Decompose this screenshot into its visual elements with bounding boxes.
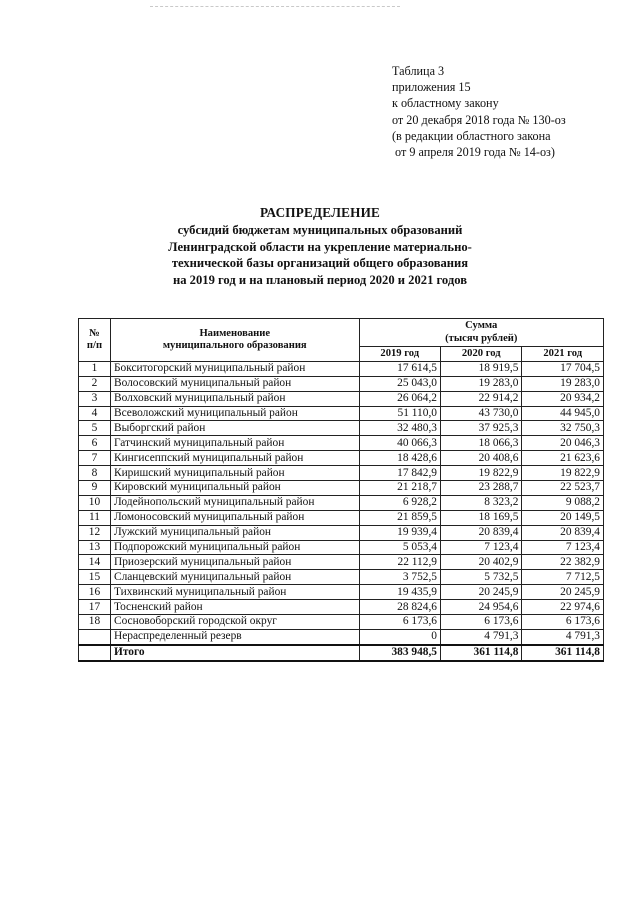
table-row — [79, 540, 604, 555]
amount-2019: 25 043,0 — [359, 376, 440, 391]
header-year-2020: 2020 год — [441, 347, 522, 362]
table-row — [79, 525, 604, 540]
document-title — [0, 205, 640, 289]
total-number-cell — [79, 645, 111, 661]
table-row — [79, 555, 604, 570]
appendix-line: (в редакции областного закона — [392, 128, 551, 143]
total-2020: 361 114,8 — [441, 645, 522, 661]
amount-2021: 20 934,2 — [522, 391, 604, 406]
amount-2019: 32 480,3 — [359, 421, 440, 436]
amount-2019: 17 614,5 — [359, 361, 440, 376]
total-label: Итого — [110, 645, 359, 661]
header-number: № п/п — [79, 319, 111, 362]
appendix-line: Таблица 3 — [392, 64, 445, 78]
total-2019: 383 948,5 — [359, 645, 440, 661]
header-year-2019: 2019 год — [359, 347, 440, 362]
amount-2021: 32 750,3 — [522, 421, 604, 436]
amount-2019: 19 939,4 — [359, 525, 440, 540]
amount-2020: 19 822,9 — [441, 466, 522, 481]
municipality-name: Бокситогорский муниципальный район — [110, 361, 359, 376]
amount-2020: 37 925,3 — [441, 421, 522, 436]
total-row — [79, 645, 604, 661]
amount-2021: 7 712,5 — [522, 570, 604, 585]
title-line: на 2019 год и на плановый период 2020 и 2021 годов — [172, 273, 468, 288]
municipality-name: Лужский муниципальный район — [110, 525, 359, 540]
row-number: 2 — [79, 376, 111, 391]
scan-artifact-line — [150, 6, 400, 7]
table-row — [79, 361, 604, 376]
title-line: технической базы организаций общего образования — [171, 256, 469, 271]
municipality-name: Выборгский район — [110, 421, 359, 436]
header-sum: Сумма (тысяч рублей) — [359, 319, 603, 347]
municipality-name: Кингисеппский муниципальный район — [110, 451, 359, 466]
appendix-line: от 9 апреля 2019 года № 14-оз) — [392, 145, 555, 160]
appendix-line: к областному закону — [392, 96, 499, 111]
row-number: 18 — [79, 615, 111, 630]
amount-2019: 40 066,3 — [359, 436, 440, 451]
municipality-name: Тихвинский муниципальный район — [110, 585, 359, 600]
title-line: субсидий бюджетам муниципальных образований — [177, 222, 463, 237]
row-number: 15 — [79, 570, 111, 585]
municipality-name: Кировский муниципальный район — [110, 481, 359, 496]
amount-2019: 3 752,5 — [359, 570, 440, 585]
table-row — [79, 615, 604, 630]
row-number: 14 — [79, 555, 111, 570]
amount-2021: 7 123,4 — [522, 540, 604, 555]
amount-2019: 6 928,2 — [359, 495, 440, 510]
header-year-2021: 2021 год — [522, 347, 604, 362]
amount-2020: 23 288,7 — [441, 481, 522, 496]
amount-2019: 17 842,9 — [359, 466, 440, 481]
row-number: 9 — [79, 481, 111, 496]
amount-2020: 18 169,5 — [441, 510, 522, 525]
appendix-line: приложения 15 — [392, 80, 471, 95]
amount-2019: 6 173,6 — [359, 615, 440, 630]
row-number — [79, 629, 111, 644]
table-row — [79, 451, 604, 466]
amount-2020: 19 283,0 — [441, 376, 522, 391]
municipality-name: Лодейнопольский муниципальный район — [110, 495, 359, 510]
municipality-name: Сосновоборский городской округ — [110, 615, 359, 630]
header-name: Наименование муниципального образования — [110, 319, 359, 362]
subsidy-table — [78, 318, 604, 662]
amount-2020: 4 791,3 — [441, 629, 522, 644]
row-number: 16 — [79, 585, 111, 600]
amount-2021: 9 088,2 — [522, 495, 604, 510]
municipality-name: Подпорожский муниципальный район — [110, 540, 359, 555]
amount-2019: 22 112,9 — [359, 555, 440, 570]
table-row — [79, 495, 604, 510]
municipality-name: Нераспределенный резерв — [110, 629, 359, 644]
title-line: Ленинградской области на укрепление материально- — [168, 239, 472, 254]
municipality-name: Гатчинский муниципальный район — [110, 436, 359, 451]
amount-2020: 22 914,2 — [441, 391, 522, 406]
row-number: 6 — [79, 436, 111, 451]
amount-2021: 19 822,9 — [522, 466, 604, 481]
table-row — [79, 391, 604, 406]
total-2021: 361 114,8 — [522, 645, 604, 661]
table-row — [79, 436, 604, 451]
amount-2020: 18 066,3 — [441, 436, 522, 451]
row-number: 3 — [79, 391, 111, 406]
row-number: 7 — [79, 451, 111, 466]
row-number: 13 — [79, 540, 111, 555]
amount-2019: 21 859,5 — [359, 510, 440, 525]
amount-2021: 20 839,4 — [522, 525, 604, 540]
amount-2021: 19 283,0 — [522, 376, 604, 391]
row-number: 10 — [79, 495, 111, 510]
row-number: 1 — [79, 361, 111, 376]
amount-2019: 0 — [359, 629, 440, 644]
amount-2021: 22 382,9 — [522, 555, 604, 570]
table-row — [79, 481, 604, 496]
municipality-name: Ломоносовский муниципальный район — [110, 510, 359, 525]
table-row — [79, 421, 604, 436]
table-row — [79, 629, 604, 644]
amount-2020: 24 954,6 — [441, 600, 522, 615]
amount-2021: 20 245,9 — [522, 585, 604, 600]
amount-2019: 26 064,2 — [359, 391, 440, 406]
amount-2020: 7 123,4 — [441, 540, 522, 555]
municipality-name: Волосовский муниципальный район — [110, 376, 359, 391]
amount-2021: 20 046,3 — [522, 436, 604, 451]
municipality-name: Тосненский район — [110, 600, 359, 615]
amount-2019: 5 053,4 — [359, 540, 440, 555]
amount-2021: 21 623,6 — [522, 451, 604, 466]
amount-2021: 4 791,3 — [522, 629, 604, 644]
table-row — [79, 600, 604, 615]
table-row — [79, 585, 604, 600]
row-number: 17 — [79, 600, 111, 615]
row-number: 12 — [79, 525, 111, 540]
amount-2020: 43 730,0 — [441, 406, 522, 421]
amount-2020: 20 408,6 — [441, 451, 522, 466]
amount-2019: 51 110,0 — [359, 406, 440, 421]
table-row — [79, 466, 604, 481]
amount-2019: 19 435,9 — [359, 585, 440, 600]
amount-2020: 6 173,6 — [441, 615, 522, 630]
title-heading: РАСПРЕДЕЛЕНИЕ — [259, 205, 381, 220]
amount-2021: 22 523,7 — [522, 481, 604, 496]
amount-2020: 20 245,9 — [441, 585, 522, 600]
row-number: 5 — [79, 421, 111, 436]
amount-2021: 20 149,5 — [522, 510, 604, 525]
municipality-name: Киришский муниципальный район — [110, 466, 359, 481]
amount-2020: 8 323,2 — [441, 495, 522, 510]
amount-2019: 18 428,6 — [359, 451, 440, 466]
appendix-reference — [392, 63, 566, 160]
table-row — [79, 570, 604, 585]
municipality-name: Приозерский муниципальный район — [110, 555, 359, 570]
amount-2020: 18 919,5 — [441, 361, 522, 376]
amount-2021: 6 173,6 — [522, 615, 604, 630]
row-number: 4 — [79, 406, 111, 421]
table-row — [79, 376, 604, 391]
municipality-name: Волховский муниципальный район — [110, 391, 359, 406]
row-number: 11 — [79, 510, 111, 525]
appendix-line: от 20 декабря 2018 года № 130-оз — [392, 112, 566, 127]
municipality-name: Всеволожский муниципальный район — [110, 406, 359, 421]
amount-2021: 44 945,0 — [522, 406, 604, 421]
amount-2020: 5 732,5 — [441, 570, 522, 585]
municipality-name: Сланцевский муниципальный район — [110, 570, 359, 585]
table-row — [79, 510, 604, 525]
row-number: 8 — [79, 466, 111, 481]
amount-2020: 20 839,4 — [441, 525, 522, 540]
amount-2021: 22 974,6 — [522, 600, 604, 615]
amount-2019: 28 824,6 — [359, 600, 440, 615]
amount-2021: 17 704,5 — [522, 361, 604, 376]
amount-2020: 20 402,9 — [441, 555, 522, 570]
table-row — [79, 406, 604, 421]
amount-2019: 21 218,7 — [359, 481, 440, 496]
